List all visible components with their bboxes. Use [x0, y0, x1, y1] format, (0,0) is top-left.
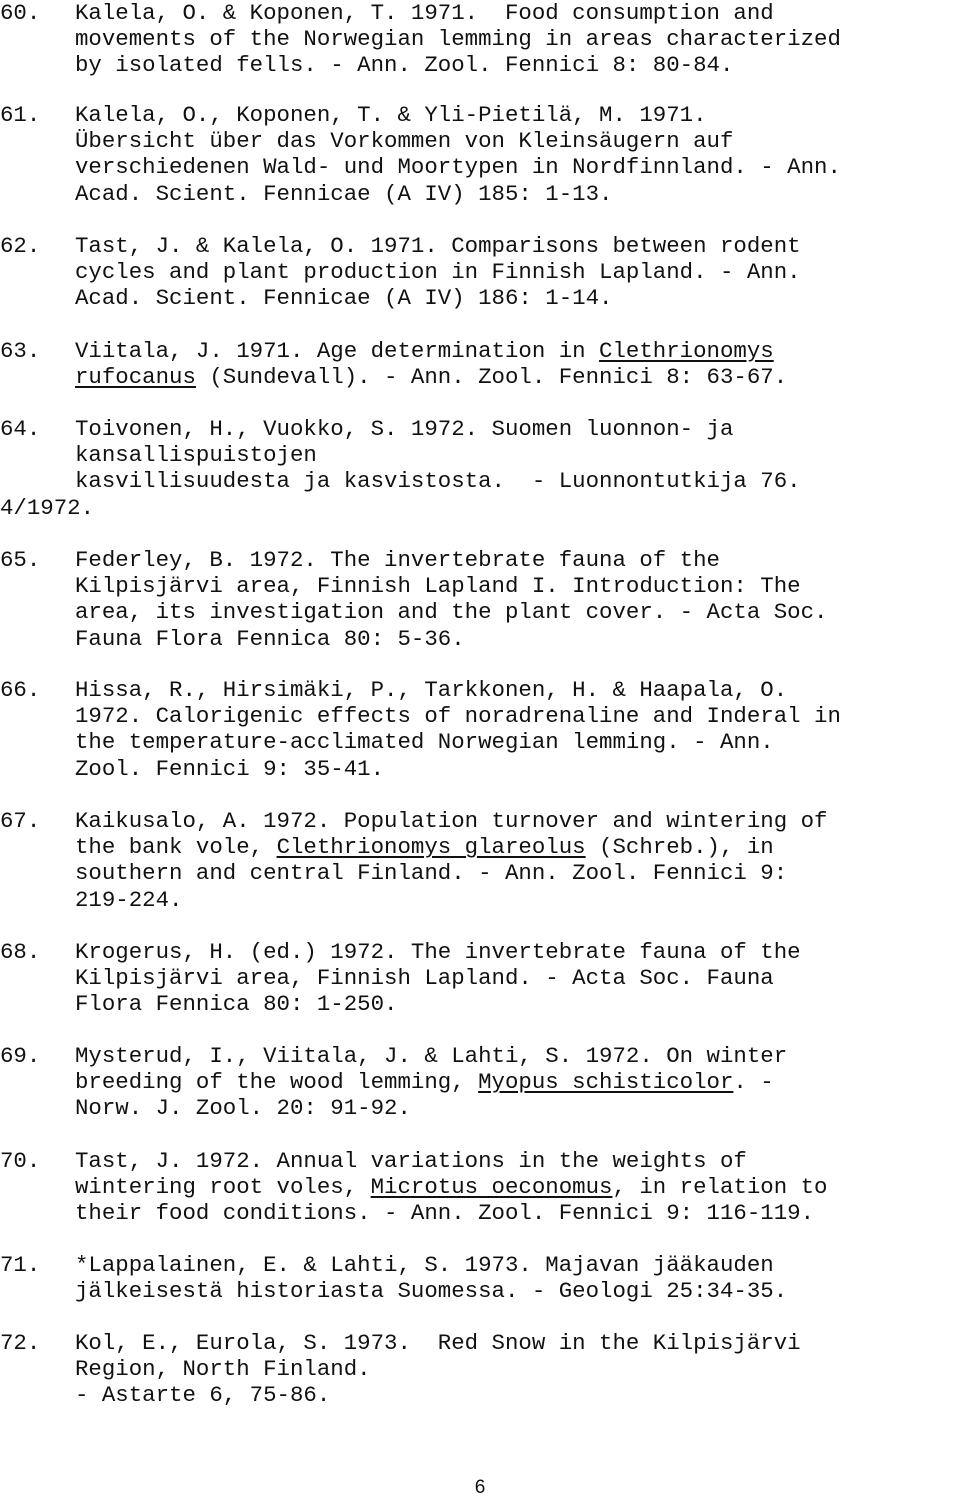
reference-text: Krogerus, H. (ed.) 1972. The invertebrate fauna of the	[75, 939, 801, 965]
reference-text: Kalela, O., Koponen, T. & Yli-Pietilä, M. 1971.	[75, 102, 707, 128]
reference-number: 61.	[0, 102, 41, 128]
reference-text: breeding of the wood lemming,	[75, 1069, 479, 1096]
reference-text: Region, North Finland.	[75, 1356, 371, 1383]
reference-text: 1972. Calorigenic effects of noradrenaline and Inderal in	[75, 703, 841, 730]
reference-text: area, its investigation and the plant cover. - Acta Soc.	[75, 599, 828, 626]
reference-text: by isolated fells. - Ann. Zool. Fennici 8: 80-84.	[75, 52, 734, 79]
species-name: Clethrionomys glareolus	[276, 834, 586, 861]
reference-68	[0, 939, 801, 1018]
reference-text: - Astarte 6, 75-86.	[75, 1382, 331, 1409]
reference-72	[0, 1330, 801, 1409]
reference-text: 4/1972.	[0, 494, 95, 521]
reference-number: 70.	[0, 1148, 41, 1174]
reference-text: Hissa, R., Hirsimäki, P., Tarkkonen, H. & Haapala, O.	[75, 677, 788, 703]
reference-number: 66.	[0, 677, 41, 703]
reference-number: 69.	[0, 1043, 41, 1069]
reference-text: Fauna Flora Fennica 80: 5-36.	[75, 625, 465, 652]
reference-text: Norw. J. Zool. 20: 91-92.	[75, 1095, 411, 1122]
reference-text: Flora Fennica 80: 1-250.	[75, 991, 398, 1018]
reference-60	[0, 0, 841, 79]
reference-number: 65.	[0, 547, 41, 573]
reference-text: Tast, J. & Kalela, O. 1971. Comparisons between rodent	[75, 233, 801, 259]
reference-text: Kilpisjärvi area, Finnish Lapland. - Acta Soc. Fauna	[75, 965, 774, 992]
reference-number: 64.	[0, 416, 41, 442]
reference-text: Tast, J. 1972. Annual variations in the weights of	[75, 1148, 747, 1174]
reference-63	[0, 338, 787, 390]
reference-text: 219-224.	[75, 886, 183, 913]
reference-number: 72.	[0, 1330, 41, 1356]
reference-text: the temperature-acclimated Norwegian lemming. - Ann.	[75, 729, 774, 756]
reference-text: kasvillisuudesta ja kasvistosta. - Luonnontutkija 76.	[75, 468, 801, 495]
reference-text: , in relation to	[612, 1174, 828, 1201]
reference-text: (Schreb.), in	[585, 834, 774, 861]
reference-number: 67.	[0, 808, 41, 834]
species-name: Myopus schisticolor	[478, 1069, 734, 1096]
reference-65	[0, 547, 827, 652]
reference-text: Zool. Fennici 9: 35-41.	[75, 755, 385, 782]
reference-67	[0, 808, 827, 913]
reference-text: Federley, B. 1972. The invertebrate fauna of the	[75, 547, 720, 573]
reference-text: *Lappalainen, E. & Lahti, S. 1973. Majavan jääkauden	[75, 1252, 774, 1278]
reference-number: 63.	[0, 338, 41, 364]
species-name: rufocanus	[75, 364, 196, 391]
reference-text: movements of the Norwegian lemming in areas characterized	[75, 26, 841, 53]
reference-text: southern and central Finland. - Ann. Zool. Fennici 9:	[75, 860, 788, 887]
reference-text: Toivonen, H., Vuokko, S. 1972. Suomen luonnon- ja	[75, 416, 734, 442]
species-name: Microtus oeconomus	[370, 1174, 613, 1201]
species-name: Clethrionomys	[599, 338, 774, 364]
reference-text: . -	[733, 1069, 774, 1096]
reference-text: the bank vole,	[75, 834, 277, 861]
reference-text: cycles and plant production in Finnish Lapland. - Ann.	[75, 259, 801, 286]
reference-61	[0, 102, 841, 207]
reference-text: their food conditions. - Ann. Zool. Fennici 9: 116-119.	[75, 1200, 815, 1227]
reference-text: Übersicht über das Vorkommen von Kleinsäugern auf	[75, 128, 734, 155]
reference-64	[0, 416, 801, 521]
reference-number: 60.	[0, 0, 41, 26]
reference-number: 62.	[0, 233, 41, 259]
reference-text: Viitala, J. 1971. Age determination in	[75, 338, 600, 364]
reference-text: wintering root voles,	[75, 1174, 371, 1201]
reference-text: Kaikusalo, A. 1972. Population turnover and wintering of	[75, 808, 828, 834]
reference-text: Kilpisjärvi area, Finnish Lapland I. Introduction: The	[75, 573, 801, 600]
reference-66	[0, 677, 841, 782]
reference-71	[0, 1252, 787, 1304]
reference-text: Acad. Scient. Fennicae (A IV) 185: 1-13.	[75, 180, 613, 207]
reference-text: (Sundevall). - Ann. Zool. Fennici 8: 63-67.	[195, 364, 788, 391]
reference-text: Acad. Scient. Fennicae (A IV) 186: 1-14.	[75, 285, 613, 312]
reference-text: verschiedenen Wald- und Moortypen in Nordfinnland. - Ann.	[75, 154, 841, 181]
reference-number: 71.	[0, 1252, 41, 1278]
reference-text: Kalela, O. & Koponen, T. 1971. Food consumption and	[75, 0, 774, 26]
reference-number: 68.	[0, 939, 41, 965]
reference-70	[0, 1148, 827, 1227]
reference-62	[0, 233, 801, 312]
reference-text: kansallispuistojen	[75, 442, 317, 469]
reference-text: Kol, E., Eurola, S. 1973. Red Snow in the Kilpisjärvi	[75, 1330, 801, 1356]
reference-text: jälkeisestä historiasta Suomessa. - Geologi 25:34-35.	[75, 1278, 788, 1305]
page-number: 6	[474, 1477, 486, 1498]
reference-69	[0, 1043, 787, 1122]
reference-text: Mysterud, I., Viitala, J. & Lahti, S. 1972. On winter	[75, 1043, 788, 1069]
